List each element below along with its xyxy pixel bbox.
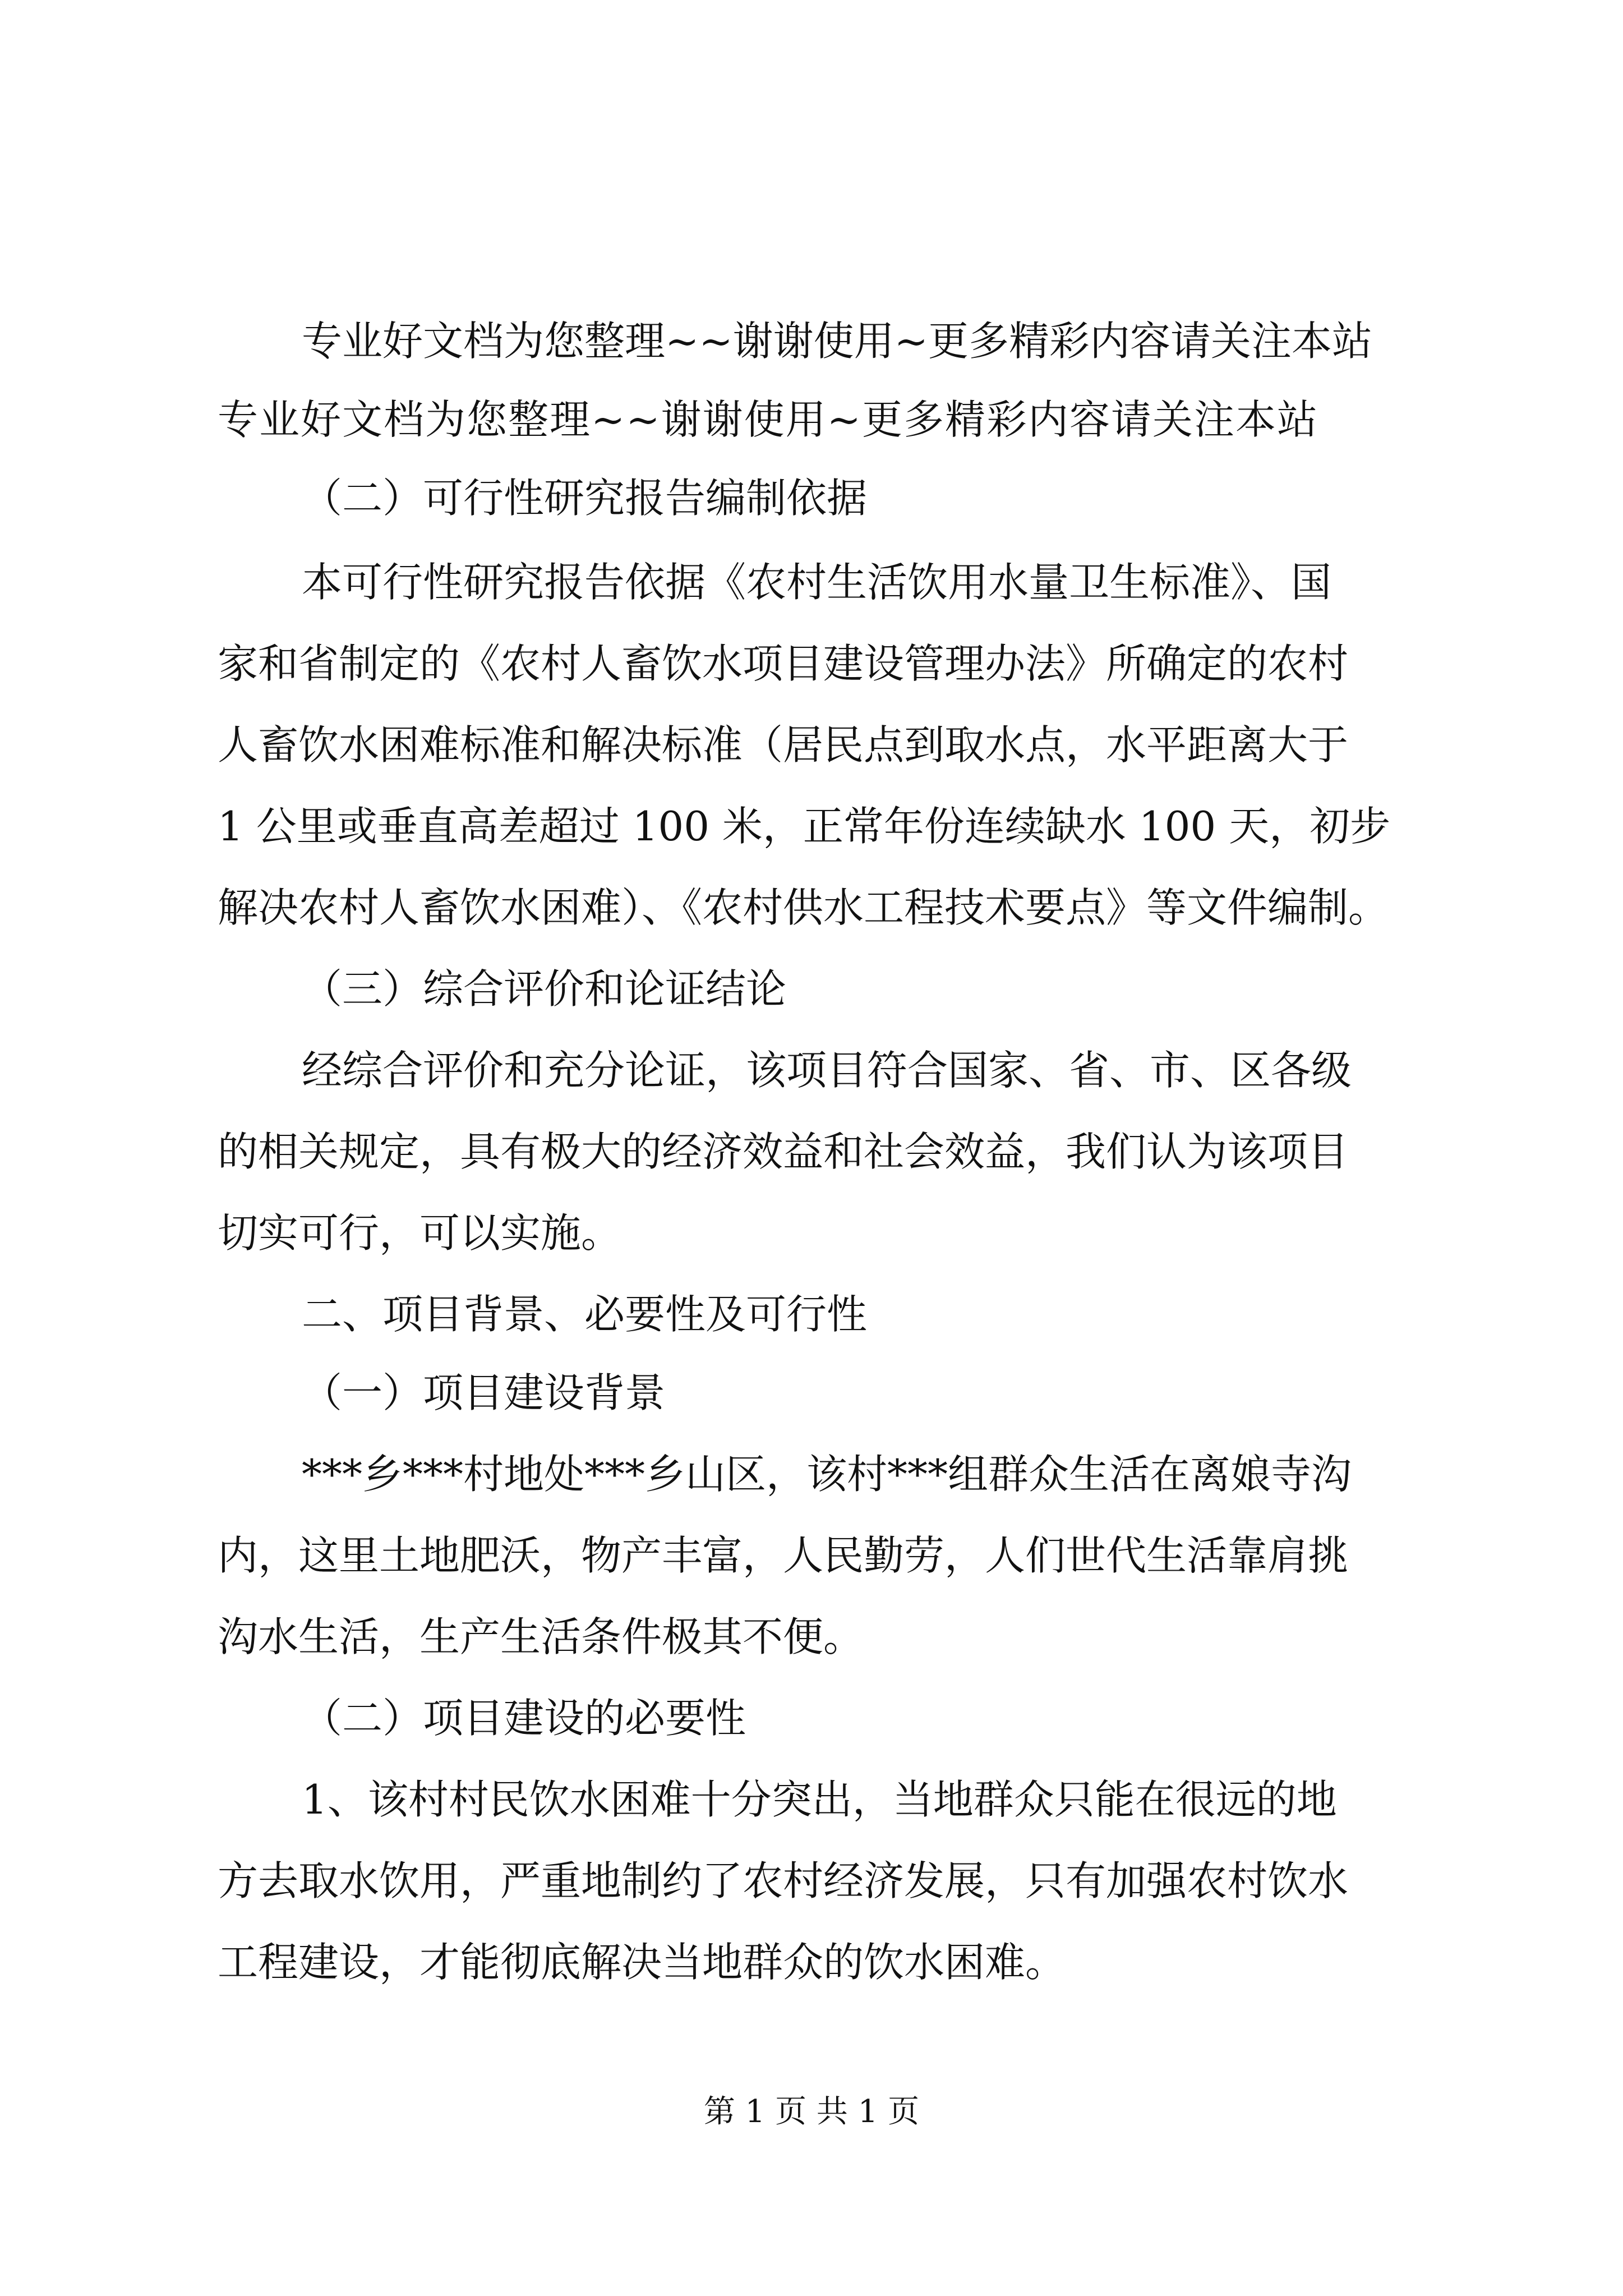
paragraph-line: 的相关规定，具有极大的经济效益和社会效益，我们认为该项目 bbox=[218, 1128, 1349, 1175]
paragraph-line: 1、该村村民饮水困难十分突出，当地群众只能在很远的地 bbox=[302, 1776, 1337, 1823]
paragraph-line: 解决农村人畜饮水困难）、《农村供水工程技术要点》等文件编制。 bbox=[218, 884, 1389, 931]
watermark-line-2: 专业好文档为您整理~~谢谢使用~更多精彩内容请关注本站 bbox=[218, 396, 1318, 443]
paragraph-line: 切实可行，可以实施。 bbox=[218, 1209, 622, 1257]
section-heading: （三）综合评价和论证结论 bbox=[302, 965, 787, 1013]
page-footer: 第 1 页 共 1 页 bbox=[703, 2093, 920, 2130]
paragraph-line: 经综合评价和充分论证，该项目符合国家、省、市、区各级 bbox=[302, 1047, 1352, 1094]
paragraph-line: 工程建设，才能彻底解决当地群众的饮水困难。 bbox=[218, 1939, 1066, 1986]
paragraph-line: 人畜饮水困难标准和解决标准（居民点到取水点，水平距离大于 bbox=[218, 721, 1349, 769]
section-heading: （一）项目建设背景 bbox=[302, 1369, 666, 1416]
paragraph-line: 内，这里土地肥沃，物产丰富，人民勤劳，人们世代生活靠肩挑 bbox=[218, 1532, 1349, 1579]
paragraph-line: 1 公里或垂直高差超过 100 米，正常年份连续缺水 100 天，初步 bbox=[218, 803, 1391, 850]
watermark-line-1: 专业好文档为您整理~~谢谢使用~更多精彩内容请关注本站 bbox=[302, 318, 1372, 365]
paragraph-line: ***乡***村地处***乡山区，该村***组群众生活在离娘寺沟 bbox=[302, 1451, 1352, 1498]
paragraph-line: 家和省制定的《农村人畜饮水项目建设管理办法》所确定的农村 bbox=[218, 640, 1349, 687]
section-heading: 二、项目背景、必要性及可行性 bbox=[302, 1291, 868, 1338]
paragraph-line: 本可行性研究报告依据《农村生活饮用水量卫生标准》、国 bbox=[302, 559, 1332, 606]
section-heading: （二）项目建设的必要性 bbox=[302, 1695, 746, 1742]
paragraph-line: 沟水生活，生产生活条件极其不便。 bbox=[218, 1613, 864, 1660]
section-heading: （二）可行性研究报告编制依据 bbox=[302, 475, 868, 522]
paragraph-line: 方去取水饮用，严重地制约了农村经济发展，只有加强农村饮水 bbox=[218, 1857, 1349, 1904]
